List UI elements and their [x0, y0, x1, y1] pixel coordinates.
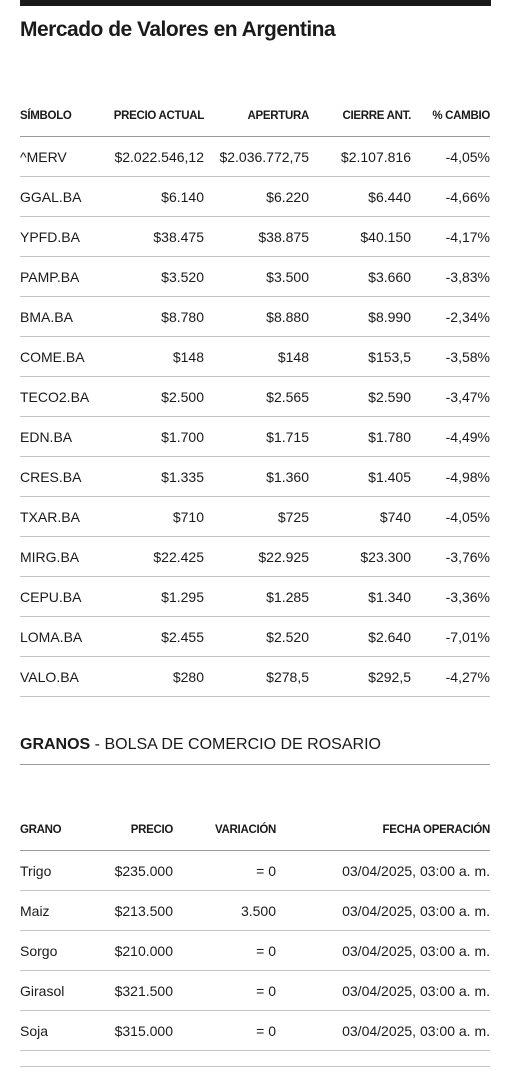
price-cell: $235.000 [90, 851, 173, 891]
variation-cell: = 0 [173, 971, 276, 1011]
table-row [20, 617, 490, 657]
top-rule [20, 0, 491, 6]
grains-table-body [20, 851, 490, 1051]
stocks-header-row [20, 96, 490, 137]
change-cell: -3,76% [411, 537, 490, 577]
prev-close-cell: $8.990 [309, 297, 411, 337]
symbol-cell: BMA.BA [20, 297, 102, 337]
change-cell: -4,17% [411, 217, 490, 257]
current-price-cell: $280 [102, 657, 204, 697]
open-cell: $1.715 [204, 417, 309, 457]
col-header-price: PRECIO [90, 810, 173, 851]
prev-close-cell: $1.405 [309, 457, 411, 497]
col-header-prev-close: CIERRE ANT. [309, 96, 411, 137]
prev-close-cell: $153,5 [309, 337, 411, 377]
current-price-cell: $22.425 [102, 537, 204, 577]
operation-date-cell: 03/04/2025, 03:00 a. m. [276, 891, 490, 931]
variation-cell: 3.500 [173, 891, 276, 931]
table-row [20, 217, 490, 257]
change-cell: -4,66% [411, 177, 490, 217]
col-header-change: % CAMBIO [411, 96, 490, 137]
col-header-variation: VARIACIÓN [173, 810, 276, 851]
table-row [20, 417, 490, 457]
bottom-rule [20, 1066, 490, 1067]
symbol-cell: COME.BA [20, 337, 102, 377]
grain-cell: Sorgo [20, 931, 90, 971]
change-cell: -4,05% [411, 137, 490, 177]
table-row [20, 137, 490, 177]
symbol-cell: YPFD.BA [20, 217, 102, 257]
symbol-cell: GGAL.BA [20, 177, 102, 217]
operation-date-cell: 03/04/2025, 03:00 a. m. [276, 931, 490, 971]
current-price-cell: $6.140 [102, 177, 204, 217]
prev-close-cell: $3.660 [309, 257, 411, 297]
change-cell: -3,83% [411, 257, 490, 297]
table-row [20, 377, 490, 417]
open-cell: $3.500 [204, 257, 309, 297]
table-row [20, 851, 490, 891]
open-cell: $2.520 [204, 617, 309, 657]
open-cell: $22.925 [204, 537, 309, 577]
symbol-cell: LOMA.BA [20, 617, 102, 657]
price-cell: $213.500 [90, 891, 173, 931]
col-header-open: APERTURA [204, 96, 309, 137]
variation-cell: = 0 [173, 931, 276, 971]
change-cell: -3,47% [411, 377, 490, 417]
symbol-cell: MIRG.BA [20, 537, 102, 577]
prev-close-cell: $1.780 [309, 417, 411, 457]
open-cell: $1.360 [204, 457, 309, 497]
table-row [20, 931, 490, 971]
table-row [20, 297, 490, 337]
price-cell: $321.500 [90, 971, 173, 1011]
prev-close-cell: $6.440 [309, 177, 411, 217]
symbol-cell: CEPU.BA [20, 577, 102, 617]
current-price-cell: $148 [102, 337, 204, 377]
table-row [20, 257, 490, 297]
table-row [20, 577, 490, 617]
symbol-cell: PAMP.BA [20, 257, 102, 297]
grain-cell: Soja [20, 1011, 90, 1051]
current-price-cell: $38.475 [102, 217, 204, 257]
grains-section-heading [20, 736, 490, 765]
current-price-cell: $1.295 [102, 577, 204, 617]
current-price-cell: $2.022.546,12 [102, 137, 204, 177]
change-cell: -4,98% [411, 457, 490, 497]
current-price-cell: $1.700 [102, 417, 204, 457]
stocks-table [20, 96, 490, 697]
open-cell: $8.880 [204, 297, 309, 337]
variation-cell: = 0 [173, 851, 276, 891]
table-row [20, 891, 490, 931]
open-cell: $725 [204, 497, 309, 537]
prev-close-cell: $23.300 [309, 537, 411, 577]
current-price-cell: $8.780 [102, 297, 204, 337]
change-cell: -4,49% [411, 417, 490, 457]
operation-date-cell: 03/04/2025, 03:00 a. m. [276, 851, 490, 891]
grains-header-row [20, 810, 490, 851]
grains-heading-subtitle: - BOLSA DE COMERCIO DE ROSARIO [90, 736, 381, 753]
grain-cell: Maiz [20, 891, 90, 931]
col-header-grain: GRANO [20, 810, 90, 851]
current-price-cell: $2.500 [102, 377, 204, 417]
grains-table [20, 810, 490, 1051]
col-header-current-price: PRECIO ACTUAL [102, 96, 204, 137]
prev-close-cell: $40.150 [309, 217, 411, 257]
table-row [20, 457, 490, 497]
symbol-cell: CRES.BA [20, 457, 102, 497]
table-row [20, 337, 490, 377]
symbol-cell: EDN.BA [20, 417, 102, 457]
symbol-cell: TXAR.BA [20, 497, 102, 537]
prev-close-cell: $2.640 [309, 617, 411, 657]
table-row [20, 497, 490, 537]
open-cell: $6.220 [204, 177, 309, 217]
open-cell: $2.565 [204, 377, 309, 417]
current-price-cell: $3.520 [102, 257, 204, 297]
current-price-cell: $2.455 [102, 617, 204, 657]
price-cell: $210.000 [90, 931, 173, 971]
symbol-cell: VALO.BA [20, 657, 102, 697]
operation-date-cell: 03/04/2025, 03:00 a. m. [276, 971, 490, 1011]
prev-close-cell: $1.340 [309, 577, 411, 617]
current-price-cell: $1.335 [102, 457, 204, 497]
grain-cell: Trigo [20, 851, 90, 891]
price-cell: $315.000 [90, 1011, 173, 1051]
change-cell: -3,36% [411, 577, 490, 617]
prev-close-cell: $740 [309, 497, 411, 537]
operation-date-cell: 03/04/2025, 03:00 a. m. [276, 1011, 490, 1051]
open-cell: $1.285 [204, 577, 309, 617]
open-cell: $2.036.772,75 [204, 137, 309, 177]
grain-cell: Girasol [20, 971, 90, 1011]
change-cell: -4,05% [411, 497, 490, 537]
change-cell: -4,27% [411, 657, 490, 697]
change-cell: -2,34% [411, 297, 490, 337]
symbol-cell: TECO2.BA [20, 377, 102, 417]
col-header-operation-date: FECHA OPERACIÓN [276, 810, 490, 851]
table-row [20, 657, 490, 697]
stocks-table-body [20, 137, 490, 697]
prev-close-cell: $2.107.816 [309, 137, 411, 177]
change-cell: -3,58% [411, 337, 490, 377]
open-cell: $38.875 [204, 217, 309, 257]
symbol-cell: ^MERV [20, 137, 102, 177]
open-cell: $148 [204, 337, 309, 377]
prev-close-cell: $292,5 [309, 657, 411, 697]
grains-heading-bold: GRANOS [20, 736, 91, 753]
current-price-cell: $710 [102, 497, 204, 537]
table-row [20, 177, 490, 217]
table-row [20, 971, 490, 1011]
variation-cell: = 0 [173, 1011, 276, 1051]
table-row [20, 1011, 490, 1051]
page-title: Mercado de Valores en Argentina [20, 18, 336, 41]
prev-close-cell: $2.590 [309, 377, 411, 417]
open-cell: $278,5 [204, 657, 309, 697]
table-row [20, 537, 490, 577]
change-cell: -7,01% [411, 617, 490, 657]
col-header-symbol: SÍMBOLO [20, 96, 102, 137]
